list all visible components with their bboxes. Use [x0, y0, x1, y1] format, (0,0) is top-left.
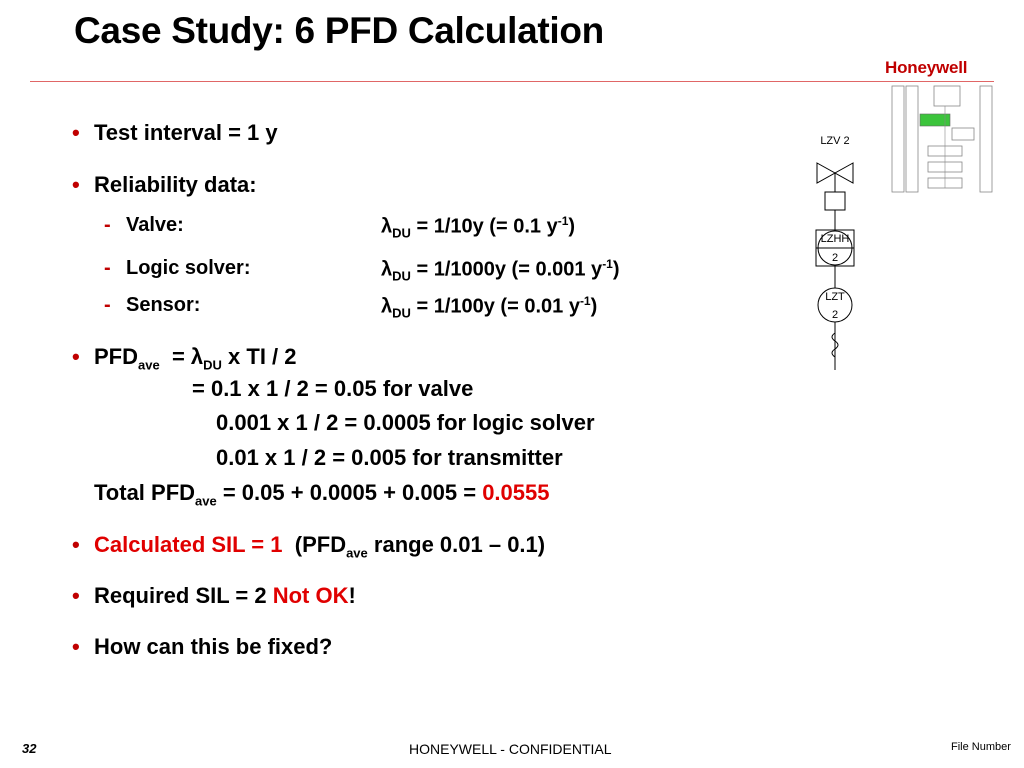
logic-rate: $\lambda_{DU} = 1/1000y$ (= 0.001 $y^{-1}$)	[381, 257, 620, 284]
sub-dash: -	[104, 294, 111, 316]
confidential-label: HONEYWELL - CONFIDENTIAL	[409, 741, 612, 757]
bullet-marker: •	[72, 120, 80, 145]
slide-title: Case Study: 6 PFD Calculation	[74, 10, 604, 51]
sub-dash: -	[104, 214, 111, 236]
pfd-formula: $PFD_{ave} = \lambda_{DU}$ x TI / 2	[94, 344, 297, 373]
fix-question: How can this be fixed?	[94, 634, 333, 659]
title-rule	[30, 81, 994, 82]
bullet-marker: •	[72, 583, 80, 608]
valve-label: Valve:	[126, 214, 184, 236]
test-interval-text: Test interval = 1 y	[94, 120, 278, 145]
flowchart-thumbnail	[890, 84, 994, 196]
pfd-transmitter: 0.01 x 1 / 2 = 0.005 for transmitter	[216, 445, 563, 470]
calculated-sil: Calculated SIL = 1 ($PFD_{ave}$ range 0.01 – 0.1)	[94, 532, 546, 561]
bullet-marker: •	[72, 172, 80, 197]
bullet-marker: •	[72, 532, 80, 557]
sis-loop-diagram	[805, 125, 875, 375]
transmitter-number: 2	[831, 309, 839, 321]
actuator-box	[825, 192, 845, 210]
reliability-heading: Reliability data:	[94, 172, 257, 197]
logic-label: Logic solver:	[126, 257, 251, 279]
bullet-marker: •	[72, 344, 80, 369]
sensor-label: Sensor:	[126, 294, 201, 316]
sub-dash: -	[104, 257, 111, 279]
pfd-valve: = 0.1 x 1 / 2 = 0.05 for valve	[192, 376, 474, 401]
transmitter-tag: LZT	[825, 291, 845, 303]
page-number: 32	[22, 741, 37, 756]
pfd-logic: 0.001 x 1 / 2 = 0.0005 for logic solver	[216, 410, 595, 435]
pfd-total-value: 0.0555	[482, 480, 550, 505]
honeywell-logo: Honeywell	[885, 58, 968, 77]
valve-rate: $\lambda_{DU} = 1/10y$ (= 0.1 $y^{-1}$)	[381, 214, 576, 241]
switch-tag: LZHH	[820, 233, 850, 245]
pfd-total: Total $PFD_{ave} = 0.05 + 0.0005 + 0.005 = 0.0555$	[94, 480, 550, 509]
logic-switch-symbol	[816, 230, 854, 266]
bullet-marker: •	[72, 634, 80, 659]
required-sil: Required SIL = 2 Not OK!	[94, 583, 356, 608]
switch-number: 2	[831, 252, 839, 264]
valve-tag: LZV 2	[820, 135, 850, 147]
sensor-rate: $\lambda_{DU} = 1/100y$ (= 0.01 $y^{-1}$)	[381, 294, 598, 321]
file-number: File Number	[951, 741, 1011, 753]
transmitter-symbol	[818, 288, 852, 322]
